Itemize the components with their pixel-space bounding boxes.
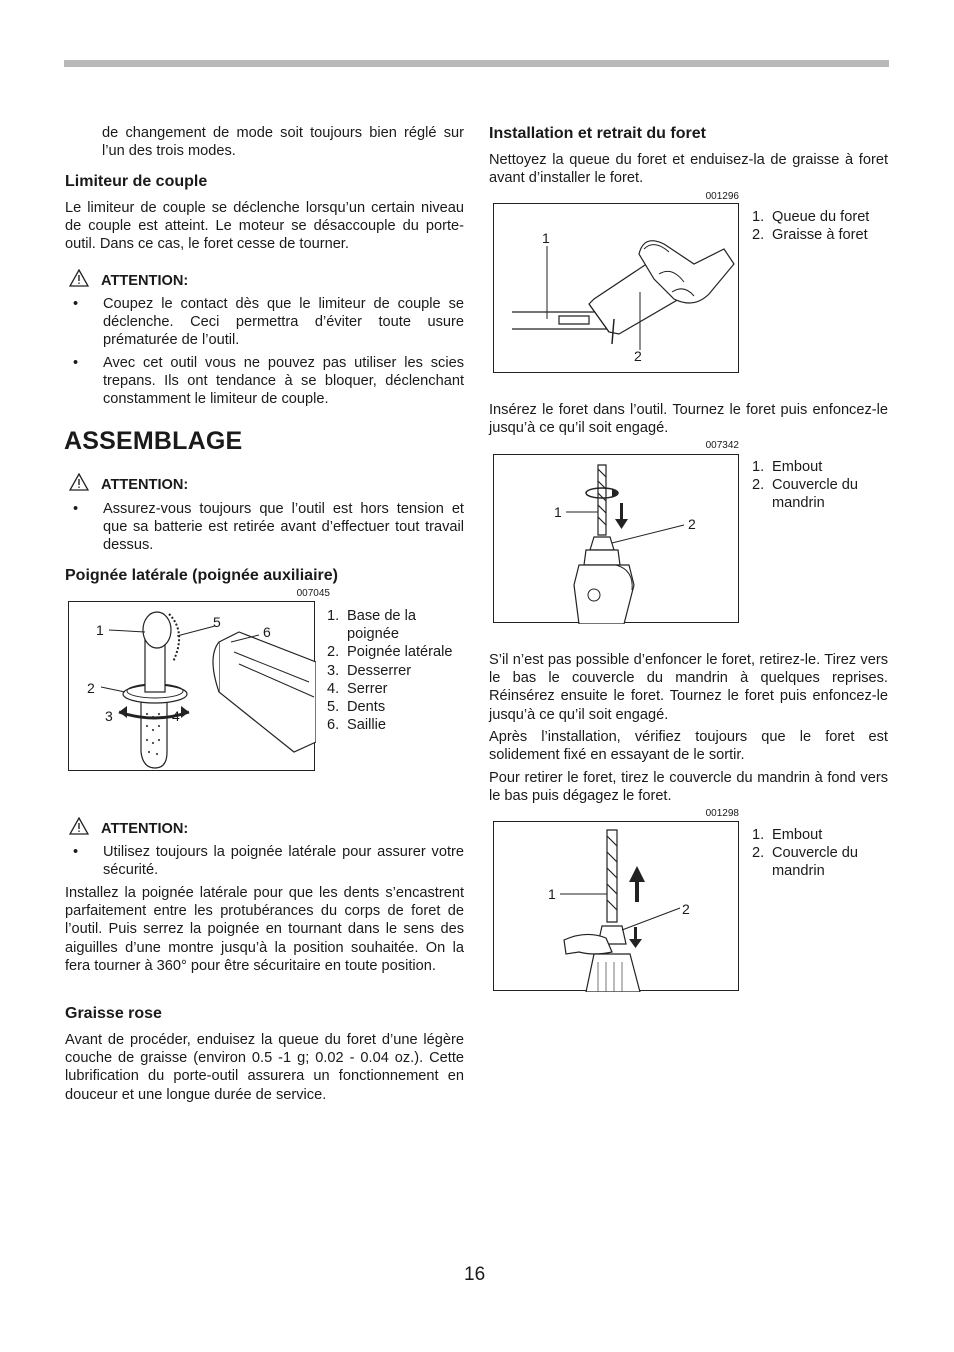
intro-continued: de changement de mode soit toujours bien réglé sur l’un des trois modes.	[102, 125, 464, 160]
legend-item: 2. Couvercle du mandrin	[752, 845, 858, 880]
page-number: 16	[464, 1264, 486, 1285]
callout: 5	[213, 614, 221, 630]
figure-code: 001298	[705, 808, 739, 819]
bullet-item: • Coupez le contact dès que le limiteur de couple se déclenche. Ceci permettra d’éviter toute usure prématurée de l’outil.	[73, 296, 464, 349]
callout: 2	[634, 348, 642, 364]
figure-legend-1	[327, 607, 467, 734]
install-heading: Installation et retrait du foret	[489, 125, 706, 142]
remove-bit-illustration	[494, 822, 740, 992]
callout: 2	[688, 516, 696, 532]
legend-item: 3. Desserrer	[327, 662, 412, 679]
bullet-item: • Utilisez toujours la poignée latérale pour assurer votre sécurité.	[73, 844, 464, 879]
header-rule	[64, 60, 889, 67]
figure-legend-3	[752, 458, 892, 513]
callout: 6	[263, 624, 271, 640]
attention-label-1	[101, 272, 188, 290]
legend-item: 2. Poignée latérale	[327, 644, 453, 661]
poignee-heading: Poignée latérale (poignée auxiliaire)	[65, 567, 338, 584]
limiteur-heading: Limiteur de couple	[65, 173, 208, 190]
attention-label-2	[101, 476, 188, 494]
callout: 1	[96, 622, 104, 638]
grease-illustration	[494, 204, 740, 374]
warning-icon	[69, 269, 89, 287]
figure-code: 007342	[705, 440, 739, 451]
figure-remove-bit	[493, 821, 739, 991]
bullet-item: • Avec cet outil vous ne pouvez pas utiliser les scies trepans. Ils ont tendance à se bloquer, déclenchant constamment le limiteur de couple.	[73, 355, 464, 408]
legend-item: 6. Saillie	[327, 717, 386, 734]
warning-icon	[69, 473, 89, 491]
graisse-text: Avant de procéder, enduisez la queue du foret d’une légère couche de graisse (environ 0.5 -1 g; 0.02 - 0.04 oz.). Cette lubrification du porte-outil assurera un fonctionnement en douceur et une longue durée de service.	[65, 1032, 464, 1103]
paragraph-check: Après l’installation, vérifiez toujours que le foret est solidement fixé en essayant de le sortir.	[489, 729, 888, 764]
insert-bit-illustration	[494, 455, 740, 624]
figure-code: 007045	[296, 588, 330, 599]
section-title-assemblage: ASSEMBLAGE	[64, 427, 243, 455]
paragraph-remove: Pour retirer le foret, tirez le couvercle du mandrin à fond vers le bas puis dégagez le foret.	[489, 770, 888, 805]
legend-item: 4. Serrer	[327, 680, 388, 697]
bullet-item: • Assurez-vous toujours que l’outil est hors tension et que sa batterie est retirée avant d’effectuer tout travail dessus.	[73, 501, 464, 554]
paragraph-retry: S’il n’est pas possible d’enfoncer le foret, retirez-le. Tirez vers le bas le couvercle du mandrin à quelques reprises. Réinsérez ensuite le foret. Tournez le foret puis enfoncez-le jusqu’à ce qu’il soit engagé.	[489, 652, 888, 723]
legend-item: 2. Graisse à foret	[752, 227, 868, 244]
legend-item: 5. Dents	[327, 699, 386, 716]
legend-item: 1. Embout	[752, 459, 823, 475]
callout: 2	[682, 901, 690, 917]
attention-text: ATTENTION:	[101, 821, 189, 837]
callout: 3	[105, 708, 113, 724]
attention-text: ATTENTION:	[101, 477, 189, 493]
callout: 1	[554, 504, 562, 520]
callout: 1	[548, 886, 556, 902]
limiteur-text: Le limiteur de couple se déclenche lorsqu’un certain niveau de couple est atteint. Le moteur se désaccouple du porte-outil. Dans ce cas, le foret cesse de tourner.	[65, 200, 464, 253]
figure-legend-4	[752, 826, 892, 881]
figure-grease	[493, 203, 739, 373]
legend-item: 1. Base de la poignée	[327, 608, 416, 643]
legend-item: 1. Queue du foret	[752, 209, 870, 225]
warning-icon	[69, 817, 89, 835]
callout: 4	[172, 708, 180, 724]
figure-side-handle	[68, 601, 315, 771]
side-handle-illustration	[69, 602, 316, 772]
attention-label-3	[101, 820, 188, 838]
poignee-text: Installez la poignée latérale pour que les dents s’encastrent parfaitement entre les protubérances du corps de foret de l’outil. Puis serrez la poignée en tournant dans le sens des aiguilles d’une montre jusqu’à la position souhaitée. On la fera tourner à 360° pour être sécuritaire en toute position.	[65, 885, 464, 974]
install-text: Nettoyez la queue du foret et enduisez-la de graisse à foret avant d’installer le foret.	[489, 152, 888, 187]
attention-text: ATTENTION:	[101, 273, 189, 289]
figure-code: 001296	[705, 191, 739, 202]
legend-item: 2. Couvercle du mandrin	[752, 477, 858, 512]
legend-item: 1. Embout	[752, 827, 823, 843]
insert-text: Insérez le foret dans l’outil. Tournez le foret puis enfoncez-le jusqu’à ce qu’il soit engagé.	[489, 402, 888, 437]
figure-legend-2	[752, 208, 892, 244]
figure-insert-bit	[493, 454, 739, 623]
callout: 2	[87, 680, 95, 696]
callout: 1	[542, 230, 550, 246]
graisse-heading: Graisse rose	[65, 1005, 162, 1022]
